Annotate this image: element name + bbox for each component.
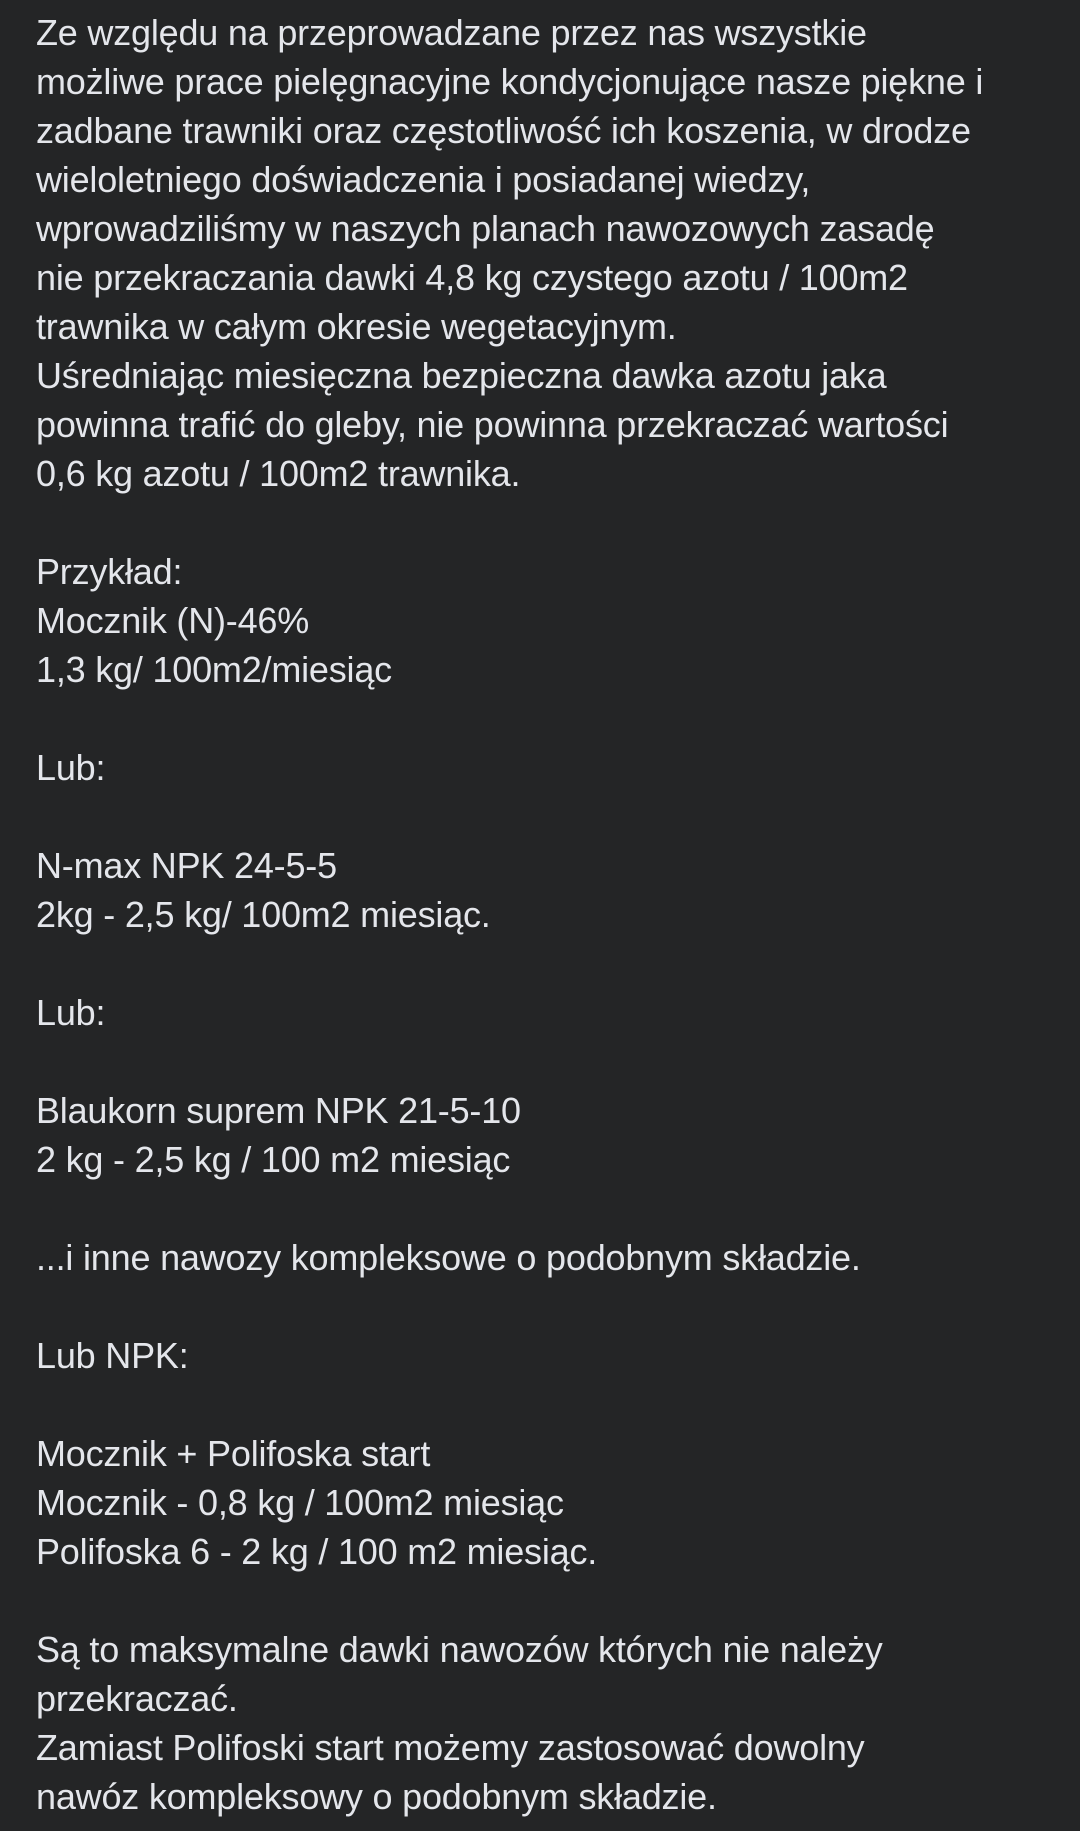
post-text-line: ...i inne nawozy kompleksowe o podobnym składzie. bbox=[36, 1237, 861, 1278]
fertilizer-dose: Polifoska 6 - 2 kg / 100 m2 miesiąc. bbox=[36, 1531, 598, 1572]
blank-line bbox=[36, 1576, 1056, 1625]
post-text-line: Ze względu na przeprowadzane przez nas wszystkie bbox=[36, 12, 867, 53]
blank-line bbox=[36, 1380, 1056, 1429]
example-heading: Przykład: bbox=[36, 551, 183, 592]
fertilizer-dose: 2 kg - 2,5 kg / 100 m2 miesiąc bbox=[36, 1139, 511, 1180]
blank-line bbox=[36, 1282, 1056, 1331]
post-text-line: Zamiast Polifoski start możemy zastosować dowolny bbox=[36, 1727, 865, 1768]
or-separator: Lub: bbox=[36, 747, 106, 788]
blank-line bbox=[36, 694, 1056, 743]
blank-line bbox=[36, 792, 1056, 841]
fertilizer-name: N-max NPK 24-5-5 bbox=[36, 845, 337, 886]
fertilizer-dose: 1,3 kg/ 100m2/miesiąc bbox=[36, 649, 392, 690]
post-text-line: Uśredniając miesięczna bezpieczna dawka azotu jaka bbox=[36, 355, 887, 396]
post-text-line: Są to maksymalne dawki nawozów których nie należy bbox=[36, 1629, 883, 1670]
fertilizer-name: Mocznik + Polifoska start bbox=[36, 1433, 431, 1474]
fertilizer-dose: 2kg - 2,5 kg/ 100m2 miesiąc. bbox=[36, 894, 491, 935]
post-text-line: nie przekraczania dawki 4,8 kg czystego azotu / 100m2 bbox=[36, 257, 908, 298]
blank-line bbox=[36, 939, 1056, 988]
post-text-line: możliwe prace pielęgnacyjne kondycjonujące nasze piękne i bbox=[36, 61, 984, 102]
post-text-line: zadbane trawniki oraz częstotliwość ich koszenia, w drodze bbox=[36, 110, 971, 151]
post-text-line: nawóz kompleksowy o podobnym składzie. bbox=[36, 1776, 717, 1817]
post-text-line: przekraczać. bbox=[36, 1678, 238, 1719]
fertilizer-name: Mocznik (N)-46% bbox=[36, 600, 310, 641]
post-text-line: trawnika w całym okresie wegetacyjnym. bbox=[36, 306, 677, 347]
blank-line bbox=[36, 498, 1056, 547]
post-text-line: 0,6 kg azotu / 100m2 trawnika. bbox=[36, 453, 521, 494]
blank-line bbox=[36, 1184, 1056, 1233]
post-text-line: powinna trafić do gleby, nie powinna przekraczać wartości bbox=[36, 404, 949, 445]
fertilizer-name: Blaukorn suprem NPK 21-5-10 bbox=[36, 1090, 521, 1131]
post-text-line: wieloletniego doświadczenia i posiadanej wiedzy, bbox=[36, 159, 811, 200]
or-separator: Lub NPK: bbox=[36, 1335, 189, 1376]
or-separator: Lub: bbox=[36, 992, 106, 1033]
post-body bbox=[36, 8, 1056, 1821]
post-text-line: wprowadziliśmy w naszych planach nawozowych zasadę bbox=[36, 208, 935, 249]
blank-line bbox=[36, 1037, 1056, 1086]
fertilizer-dose: Mocznik - 0,8 kg / 100m2 miesiąc bbox=[36, 1482, 564, 1523]
